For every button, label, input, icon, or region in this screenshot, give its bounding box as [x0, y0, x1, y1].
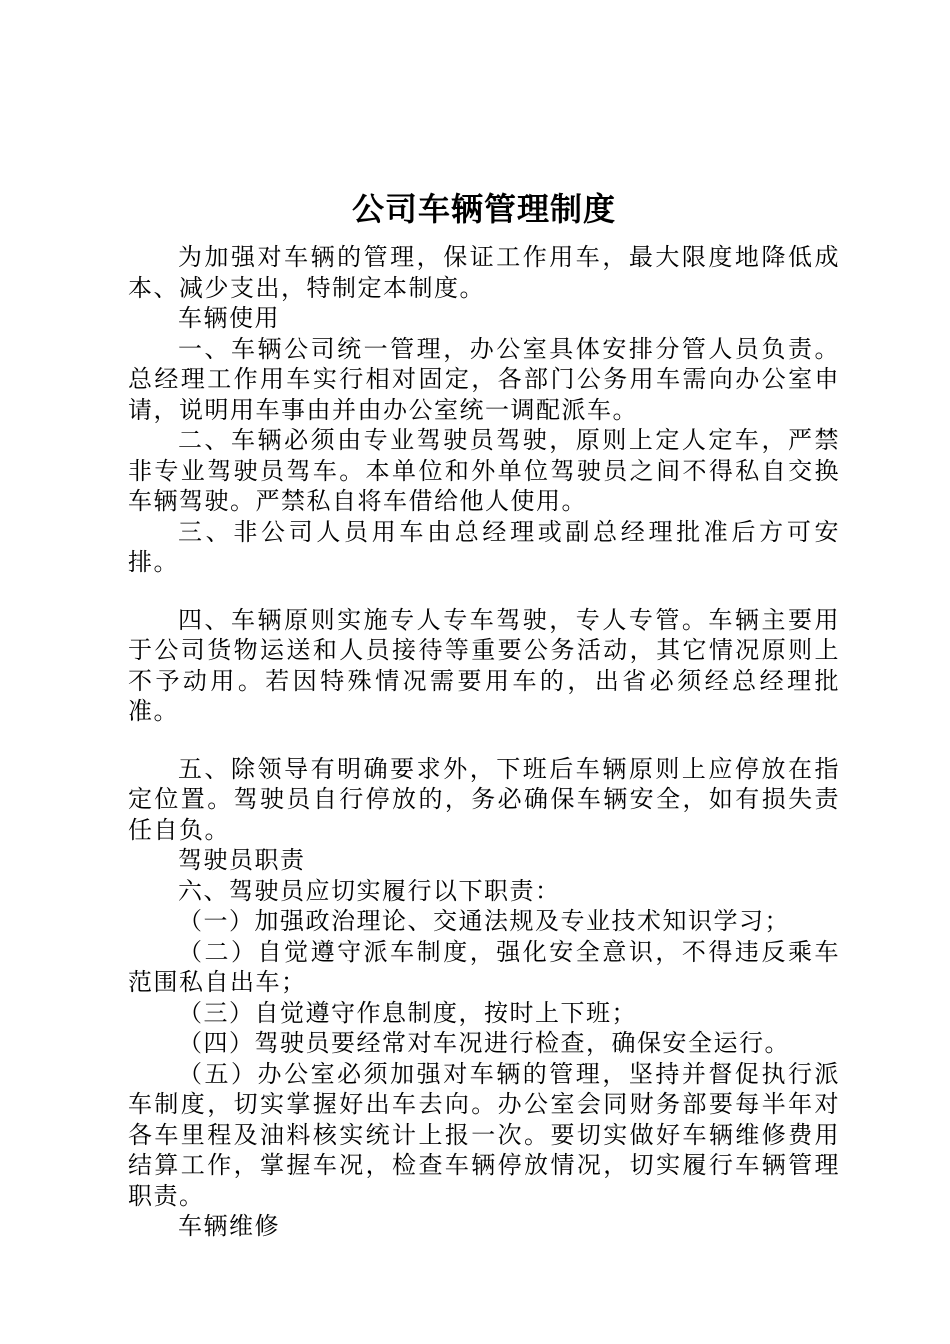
document-title: 公司车辆管理制度: [351, 190, 616, 228]
clause-3: 三、非公司人员用车由总经理或副总经理批准后方可安排。: [128, 517, 840, 576]
clause-4: 四、车辆原则实施专人专车驾驶，专人专管。车辆主要用于公司货物运送和人员接待等重要公务活动，其它情况原则上不予动用。若因特殊情况需要用车的，出省必须经总经理批准。: [128, 605, 840, 725]
clause-6: 六、驾驶员应切实履行以下职责：: [178, 876, 561, 905]
intro-paragraph: 为加强对车辆的管理，保证工作用车，最大限度地降低成本、减少支出，特制定本制度。: [128, 243, 840, 302]
duty-item-1: （一）加强政治理论、交通法规及专业技术知识学习；: [178, 907, 790, 935]
clause-1: 一、车辆公司统一管理，办公室具体安排分管人员负责。总经理工作用车实行相对固定，各部门公务用车需向办公室申请，说明用车事由并由办公室统一调配派车。: [128, 334, 840, 424]
section-heading-driver-duties: 驾驶员职责: [178, 846, 306, 874]
duty-item-4: （四）驾驶员要经常对车况进行检查，确保安全运行。: [178, 1029, 790, 1057]
document-page: [128, 180, 840, 1242]
section-heading-vehicle-maintenance: 车辆维修: [178, 1212, 280, 1240]
duty-item-3: （三）自觉遵守作息制度，按时上下班；: [178, 998, 637, 1027]
duty-item-2: （二）自觉遵守派车制度，强化安全意识，不得违反乘车范围私自出车；: [128, 937, 840, 996]
duty-item-5: （五）办公室必须加强对车辆的管理，坚持并督促执行派车制度，切实掌握好出车去向。办公室会同财务部要每半年对各车里程及油料核实统计上报一次。要切实做好车辆维修费用结算工作，掌握车况，检查车辆停放情况，切实履行车辆管理职责。: [128, 1059, 840, 1210]
clause-2: 二、车辆必须由专业驾驶员驾驶，原则上定人定车，严禁非专业驾驶员驾车。本单位和外单位驾驶员之间不得私自交换车辆驾驶。严禁私自将车借给他人使用。: [128, 426, 840, 515]
clause-5: 五、除领导有明确要求外，下班后车辆原则上应停放在指定位置。驾驶员自行停放的，务必确保车辆安全，如有损失责任自负。: [128, 754, 840, 844]
section-heading-vehicle-use: 车辆使用: [178, 304, 280, 332]
